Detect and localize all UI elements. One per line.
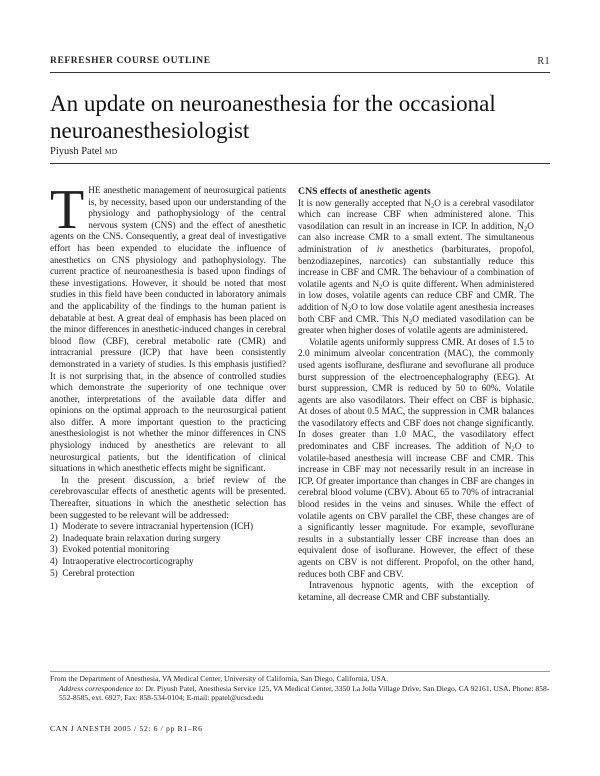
left-column xyxy=(50,179,286,580)
list-item: 3) Evoked potential monitoring xyxy=(50,545,170,556)
running-header xyxy=(50,56,550,70)
author-degree: MD xyxy=(104,147,118,156)
page-number: R1 xyxy=(537,56,550,67)
author-divider xyxy=(50,163,550,164)
affiliation: From the Department of Anesthesia, VA Medical Center, University of California, San Diego, California, USA. xyxy=(50,674,389,683)
intravenous-paragraph: Intravenous hypnotic agents, with the exception of ketamine, all decrease CMR and CBF substantially. xyxy=(298,581,534,603)
author-name: Piyush Patel xyxy=(50,146,103,157)
n2o-paragraph: It is now generally accepted that $N_2O$ is a cerebral vasodilator which can increase CBF when administered alone. This vasodilation can result in an increase in ICP. In addition, $N_2O$ can also increase CMR to a small extent. The simultaneous administration of iv anesthetics (barbiturates, propofol, benzodiazepines, narcotics) can substantially reduce this increase in CBF and CMR. The behaviour of a combination of volatile agents and $N_2O$ is quite different. When administered in low doses, volatile agents can reduce CBF and CMR. The addition of $N_2O$ to low dose volatile agent anesthesia increases both CBF and CMR. This $N_2O$ mediated vasodilation can be greater when higher doses of volatile agents are administered. xyxy=(298,198,534,337)
intro-text: HE anesthetic management of neurosurgical patients is, by necessity, based upon our understanding of the physiology and pathophysiology of the central nervous system (CNS) and the effect of anesthetic agents on the CNS. Consequently, a great deal of investigative effort has been expended to elucidate the influence of anesthetics on CNS physiology and pathophysiology. The current practice of neuroanesthesia is based upon findings of these investigations. However, it should be noted that most studies in this field have been conducted in laboratory animals and the applicability of the findings to the human patient is debatable at best. A great deal of emphasis has been placed on the minor differences in anesthetic-induced changes in cerebral blood flow (CBF), cerebral metabolic rate (CMR) and intracranial pressure (ICP) that have been consistently demonstrated in a variety of studies. Is this emphasis justified? It is not surprising that, in the absence of controlled studies which demonstrate the superiority of one technique over another, interpretations of the available data differ and opinions on the optimal approach to the neurosurgical patient also differ. A more important question to the practicing anesthesiologist is not whether the minor differences in CNS physiology induced by anesthetics are relevant to all neurosurgical patients, but the identification of clinical situations in which anesthetic effects might be significant. xyxy=(50,186,286,475)
section-label: REFRESHER COURSE OUTLINE xyxy=(50,56,211,66)
header-divider xyxy=(50,72,550,73)
article-title: An update on neuroanesthesia for the occasional neuroanesthesiologist xyxy=(50,91,496,143)
footnote-divider xyxy=(50,671,550,672)
discussion-paragraph: In the present discussion, a brief review of the cerebrovascular effects of anesthetic agents will be presented. Thereafter, situations in which the anesthetic selection has been suggested to be relevant will be addressed: xyxy=(50,475,286,521)
list-item: 5) Cerebral protection xyxy=(50,568,135,579)
intro-paragraph xyxy=(50,179,286,476)
footnote xyxy=(50,674,550,703)
list-item: 1) Moderate to severe intracranial hypertension (ICH) xyxy=(50,522,254,533)
correspondence: Address correspondence to: Dr. Piyush Patel, Anesthesia Service 125, VA Medical Center, 3350 La Jolla Village Drive, San Diego, CA 92161, USA. Phone: 858-552-8585, ext. 6927; Fax: 858-534-0104; E-mail: ppatel@ucsd.edu xyxy=(59,683,550,703)
section-heading: CNS effects of anesthetic agents xyxy=(298,186,431,197)
situations-list xyxy=(50,522,286,580)
right-column xyxy=(298,186,534,604)
list-item: 2) Inadequate brain relaxation during surgery xyxy=(50,533,221,544)
journal-citation: CAN J ANESTH 2005 / 52: 6 / pp R1–R6 xyxy=(50,724,203,733)
volatile-paragraph: Volatile agents uniformly suppress CMR. At doses of 1.5 to 2.0 minimum alveolar concentration (MAC), the commonly used agents isoflurane, desflurane and sevoflurane all produce burst suppression of the electroencephalography (EEG). At burst suppression, CMR is reduced by 50 to 60%. Volatile agents are also vasodilators. Their effect on CBF is biphasic. At doses of about 0.5 MAC, the suppression in CMR balances the vasodilatory effects and CBF does not change significantly. In doses greater than 1.0 MAC, the vasodilatory effect predominates and CBF increases. The addition of $N_2O$ to volatile-based anesthesia will increase CBF and CMR. This increase in CBF may not necessarily result in an increase in ICP. Of greater importance than changes in CBF are changes in cerebral blood volume (CBV). About 65 to 70% of intracranial blood resides in the veins and sinuses. While the effect of volatile agents on CBV parallel the CBF, these changes are of a significantly lesser magnitude. For example, sevoflurane results in a substantially lesser CBF increase than does an equivalent dose of isoflurane. However, the effect of these agents on CBV is not different. Propofol, on the other hand, reduces both CBF and CBV. xyxy=(298,337,534,580)
author-line xyxy=(50,146,118,157)
list-item: 4) Intraoperative electrocorticography xyxy=(50,557,194,567)
drop-cap: T xyxy=(50,179,85,241)
